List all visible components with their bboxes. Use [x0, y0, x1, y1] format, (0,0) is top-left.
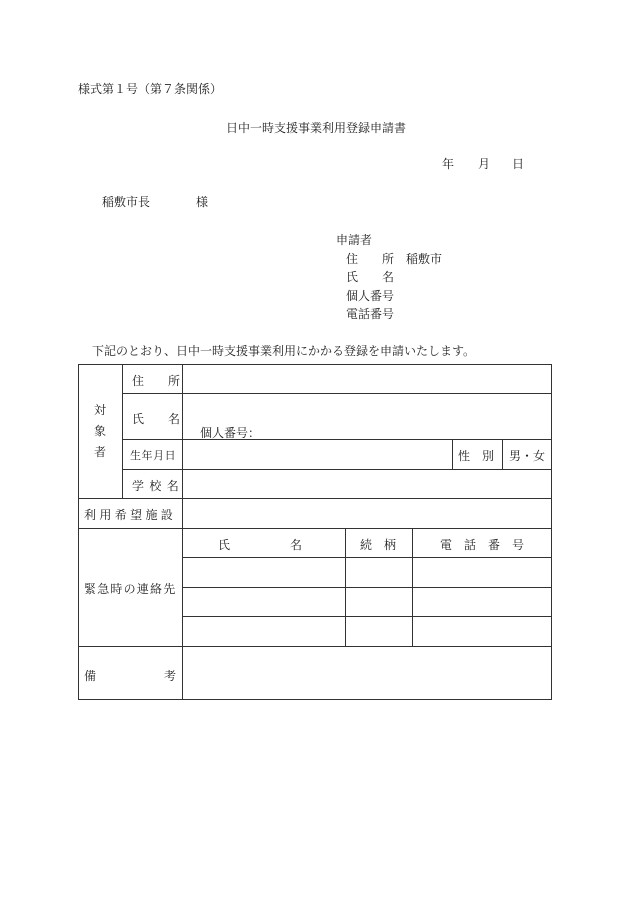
applicant-my-number-label: 個人番号: [346, 289, 395, 303]
intro-text: 下記のとおり、日中一時支援事業利用にかかる登録を申請いたします。: [92, 344, 476, 358]
sex-options: 男・女: [509, 449, 546, 463]
address-label: 住 所: [132, 374, 181, 388]
school-field[interactable]: [184, 471, 550, 497]
sex-label: 性 別: [458, 449, 495, 463]
emergency-name-3[interactable]: [184, 618, 344, 645]
target-group-label: 対象者: [94, 403, 107, 459]
emergency-col-relation: 続 柄: [360, 538, 397, 552]
remarks-label-2: 考: [164, 669, 177, 683]
remarks-field[interactable]: [184, 648, 550, 698]
emergency-phone-3[interactable]: [414, 618, 550, 645]
emergency-label: 緊急時の連絡先: [84, 582, 177, 596]
honorific: 様: [196, 195, 209, 209]
date-day-label: 日: [512, 157, 525, 171]
name-label: 氏 名: [132, 412, 181, 426]
emergency-col-name: 氏 名: [218, 538, 303, 552]
emergency-phone-2[interactable]: [414, 589, 550, 615]
emergency-relation-2[interactable]: [347, 589, 411, 615]
emergency-name-1[interactable]: [184, 559, 344, 586]
emergency-relation-1[interactable]: [347, 559, 411, 586]
emergency-col-phone: 電 話 番 号: [440, 538, 525, 552]
applicant-phone-label: 電話番号: [346, 307, 395, 321]
target-name-field[interactable]: [184, 395, 550, 438]
applicant-label: 申請者: [336, 233, 373, 247]
school-label: 学校名: [132, 479, 185, 493]
applicant-address-label: 住 所: [346, 252, 395, 266]
applicant-name-label: 氏 名: [346, 270, 395, 284]
facility-label: 利用希望施設: [84, 508, 177, 522]
emergency-phone-1[interactable]: [414, 559, 550, 586]
birthdate-field[interactable]: [184, 441, 450, 468]
facility-field[interactable]: [184, 500, 550, 527]
addressee: 稲敷市長: [102, 195, 151, 209]
form-number: 様式第１号（第７条関係）: [78, 82, 223, 96]
my-number-label: 個人番号：: [200, 426, 261, 440]
target-address-field[interactable]: [184, 366, 550, 392]
remarks-label-1: 備: [84, 669, 97, 683]
date-year-label: 年: [442, 157, 455, 171]
applicant-address-value: 稲敷市: [406, 252, 443, 266]
emergency-name-2[interactable]: [184, 589, 344, 615]
emergency-relation-3[interactable]: [347, 618, 411, 645]
birthdate-label: 生年月日: [130, 449, 177, 462]
date-month-label: 月: [478, 157, 491, 171]
page-title: 日中一時支援事業利用登録申請書: [226, 121, 407, 135]
